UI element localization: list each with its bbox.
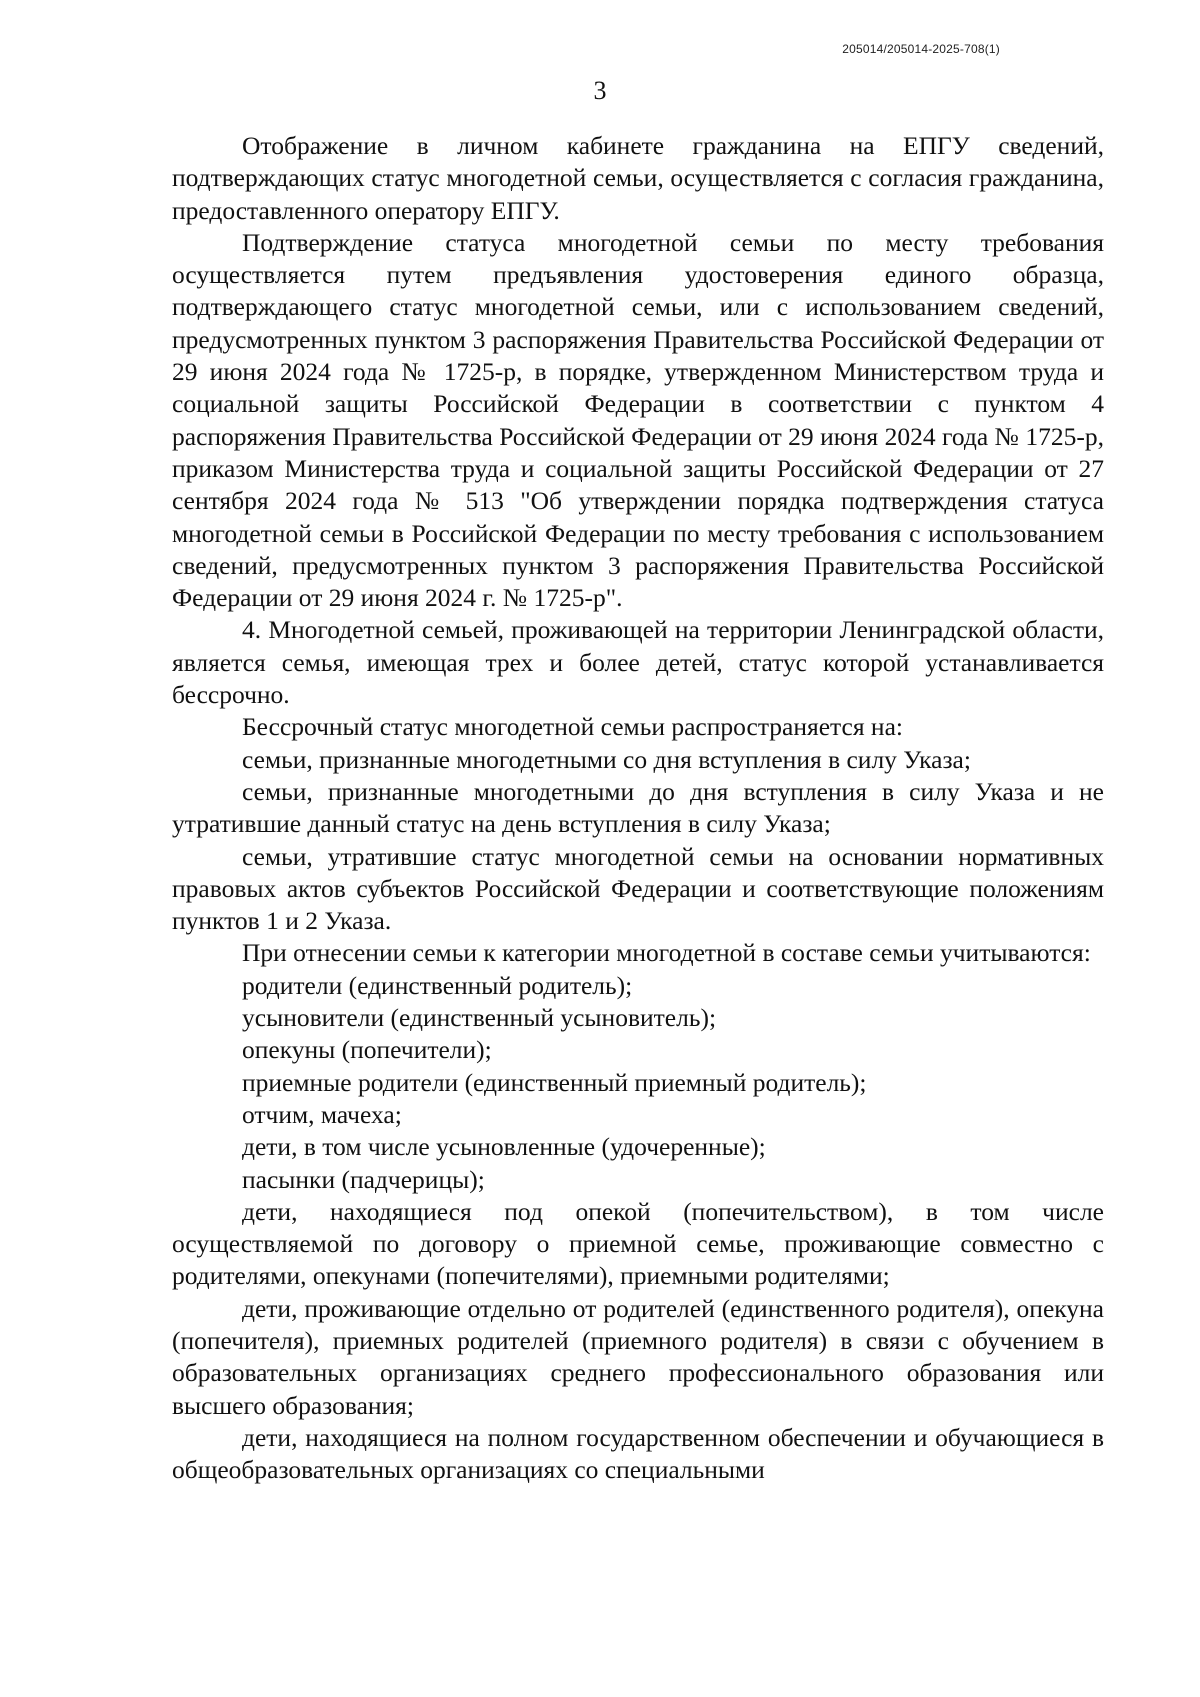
document-id: 205014/205014-2025-708(1) (842, 42, 1000, 56)
document-body (172, 130, 1104, 1486)
paragraph-indefinite-status: Бессрочный статус многодетной семьи распространяется на: (242, 712, 903, 742)
paragraph-family-composition: При отнесении семьи к категории многодетной в составе семьи учитываются: (242, 938, 1091, 968)
list-item: дети, проживающие отдельно от родителей (единственного родителя), опекуна (попечителя), приемных родителей (приемного родителя) в связи с обучением в образовательных организациях среднего профессионального образования или высшего образования; (172, 1293, 1104, 1420)
paragraph-item-4: 4. Многодетной семьей, проживающей на территории Ленинградской области, является семья, имеющая трех и более детей, статус которой устанавливается бессрочно. (172, 615, 1104, 710)
list-item: отчим, мачеха; (242, 1099, 402, 1129)
list-item: семьи, утратившие статус многодетной семьи на основании нормативных правовых актов субъектов Российской Федерации и соответствующие положениям пунктов 1 и 2 Указа. (172, 841, 1104, 936)
list-item: дети, находящиеся под опекой (попечительством), в том числе осуществляемой по договору о приемной семье, проживающие совместно с родителями, опекунами (попечителями), приемными родителями; (172, 1196, 1104, 1291)
page-number: 3 (593, 76, 607, 105)
list-item: усыновители (единственный усыновитель); (242, 1003, 717, 1033)
paragraph-epgu-display: Отображение в личном кабинете гражданина на ЕПГУ сведений, подтверждающих статус многодетной семьи, осуществляется с согласия гражданина, предоставленного оператору ЕПГУ. (172, 131, 1104, 225)
list-item: приемные родители (единственный приемный родитель); (242, 1067, 867, 1097)
list-item: пасынки (падчерицы); (242, 1164, 485, 1194)
paragraph-status-confirmation: Подтверждение статуса многодетной семьи по месту требования осуществляется путем предъявления удостоверения единого образца, подтверждающего статус многодетной семьи, или с использованием сведений, предусмотренных пунктом 3 распоряжения Правительства Российской Федерации от 29 июня 2024 года № 1725-р, в порядке, утвержденном Министерством труда и социальной защиты Российской Федерации в соответствии с пунктом 4 распоряжения Правительства Российской Федерации от 29 июня 2024 года № 1725-р, приказом Министерства труда и социальной защиты Российской Федерации от 27 сентября 2024 года № 513 "Об утверждении порядка подтверждения статуса многодетной семьи в Российской Федерации по месту требования с использованием сведений, предусмотренных пунктом 3 распоряжения Правительства Российской Федерации от 29 июня 2024 г. № 1725-р". (172, 227, 1104, 613)
list-item: родители (единственный родитель); (242, 970, 633, 1000)
list-item: дети, в том числе усыновленные (удочеренные); (242, 1132, 766, 1162)
list-item: опекуны (попечители); (242, 1035, 492, 1065)
list-item: семьи, признанные многодетными со дня вступления в силу Указа; (242, 744, 971, 774)
list-item: дети, находящиеся на полном государственном обеспечении и обучающиеся в общеобразовательных организациях со специальными (172, 1422, 1104, 1485)
list-item: семьи, признанные многодетными до дня вступления в силу Указа и не утратившие данный статус на день вступления в силу Указа; (172, 776, 1104, 839)
